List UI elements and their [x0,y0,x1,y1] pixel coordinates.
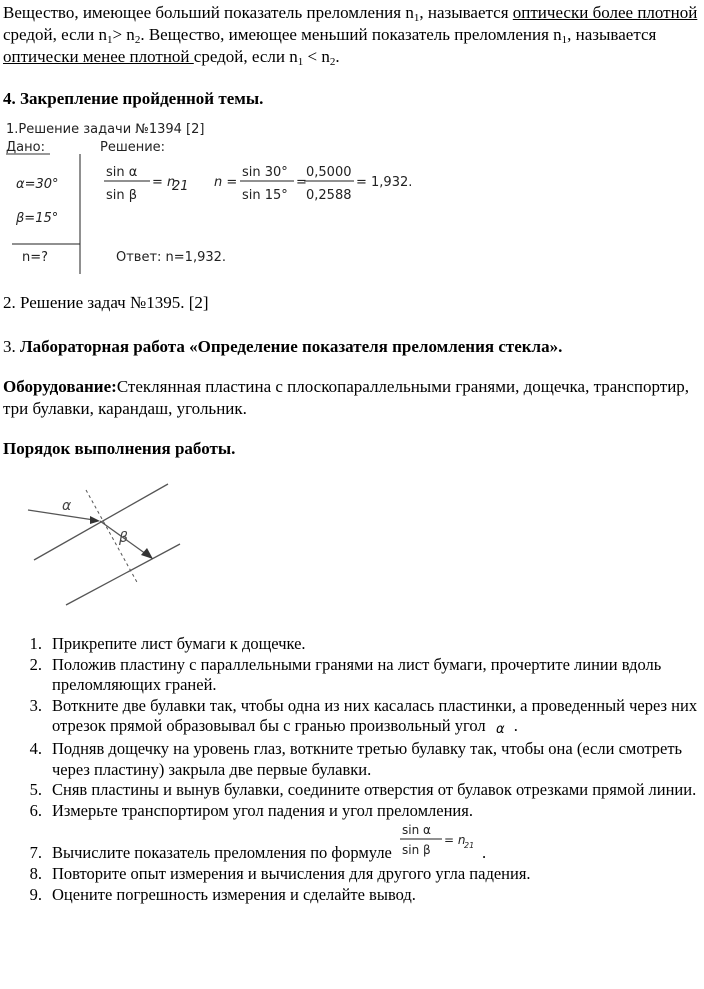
list-item: 9. Оцените погрешность измерения и сделайте вывод. [29,884,416,904]
term-denser: оптически более плотной [512,3,698,22]
result: = 1,932. [356,175,413,190]
refraction-diagram [20,472,195,612]
lab-title: 3. Лабораторная работа «Определение показателя преломления стекла». [3,337,563,356]
section-4-title: 4. Закрепление пройденной темы. [3,89,264,108]
alpha-symbol [490,721,514,739]
given-beta: β=15° [16,211,59,226]
procedure-steps [20,634,700,905]
incident-ray [28,510,94,520]
task-1394-solution [2,118,432,278]
list-item: 3. Воткните две булавки так, чтобы одна из них касалась пластинки, а проведенный через них отрезок прямой образовывал бы с гранью произвольный угол α . [29,695,698,737]
list-item: 2. Положив пластину с параллельными гранями на лист бумаги, прочертите линии вдоль преломляющих граней. [29,654,662,694]
list-item: 1. Прикрепите лист бумаги к дощечке. [29,634,306,653]
find-n: n=? [22,250,49,265]
refraction-formula [396,820,482,864]
intro-paragraph: Вещество, имеющее больший показатель преломления $n_1$, называется оптически более плотной средой, если $n_1> n_2$. Вещество, имеющее меньший показатель преломления $n_1$, называется оптически менее плотной средой, если $n_1 < n_2$. [3,3,698,68]
list-item: 7. Вычислите показатель преломления по формуле sin α sin β = n 21 . [20,843,700,864]
frac1-num: sin α [106,165,138,180]
frac2-num: sin 30° [242,165,288,180]
solution-label: Решение: [100,140,166,155]
eq2: = [296,175,307,190]
frac3-den: 0,2588 [306,188,352,203]
task-1394-title: 1.Решение задачи №1394 [2] [6,122,205,137]
svg-text:α: α [495,722,505,737]
task-1395: 2. Решение задач №1395. [2] [3,293,209,312]
normal-line [86,490,138,584]
procedure-title: Порядок выполнения работы. [3,439,236,458]
eq1: = n [152,175,176,190]
given-alpha: α=30° [16,177,59,192]
equipment: Оборудование:Стеклянная пластина с плоскопараллельными гранями, дощечка, транспортир, три булавки, карандаш, угольник. [3,377,690,418]
svg-text:= n: = n [444,833,466,847]
refracted-arrowhead [141,548,153,559]
list-item: 5. Сняв пластины и вынув булавки, соедините отверстия от булавок отрезками прямой линии. [29,780,697,799]
given-label: Дано: [6,140,45,155]
frac2-den: sin 15° [242,188,288,203]
plate-lower-face [66,544,180,605]
svg-text:sin α: sin α [402,823,431,837]
frac1-den: sin β [106,188,138,203]
alpha-label: α [62,498,72,514]
list-item: 6. Измерьте транспортиром угол падения и угол преломления. [29,800,473,820]
eq1-sub: 21 [172,179,189,194]
term-less-dense: оптически менее плотной [3,47,194,66]
list-item: 8. Повторите опыт измерения и вычисления для другого угла падения. [29,864,531,883]
svg-text:sin β: sin β [402,843,431,857]
frac3-num: 0,5000 [306,165,352,180]
answer: Ответ: n=1,932. [116,250,227,265]
list-item: 4. Подняв дощечку на уровень глаз, воткните третью булавку так, чтобы она (если смотреть через пластину) закрыла две первые булавки. [29,739,683,779]
svg-text:21: 21 [464,841,475,850]
beta-label: β [119,530,128,546]
n-eq: n = [214,175,238,190]
